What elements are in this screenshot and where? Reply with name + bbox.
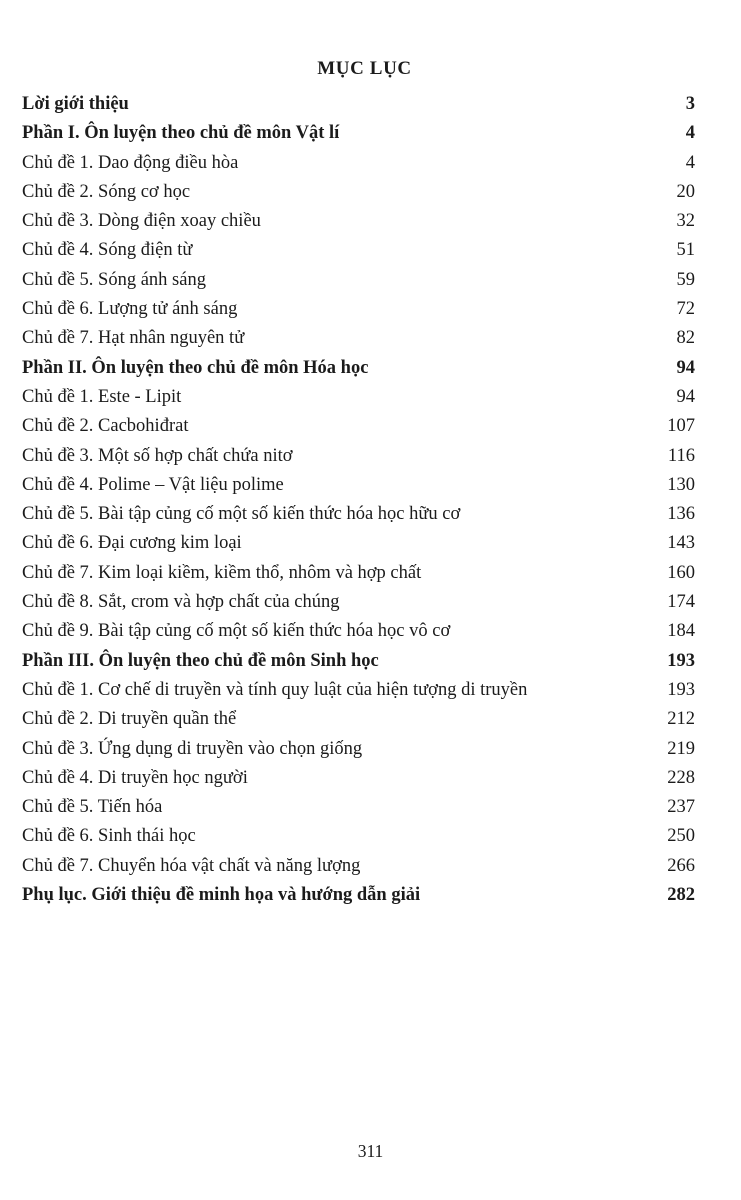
toc-entry-label: Phần I. Ôn luyện theo chủ đề môn Vật lí bbox=[22, 123, 340, 144]
toc-entry-label: Chủ đề 7. Hạt nhân nguyên tử bbox=[22, 328, 245, 349]
toc-entry bbox=[22, 295, 695, 324]
toc-entry-page: 4 bbox=[685, 123, 695, 144]
toc-entry-page: 3 bbox=[685, 94, 695, 114]
toc-entry-page: 212 bbox=[667, 709, 695, 730]
toc-entry-label: Chủ đề 7. Chuyển hóa vật chất và năng lượng bbox=[22, 855, 361, 876]
toc-entry bbox=[22, 588, 695, 617]
toc-entry-label: Chủ đề 9. Bài tập củng cố một số kiến thức hóa học vô cơ bbox=[22, 621, 451, 642]
toc-entry-label: Chủ đề 2. Di truyền quần thể bbox=[22, 709, 237, 730]
toc-entry-label: Chủ đề 4. Di truyền học người bbox=[22, 767, 248, 788]
toc-entry-page: 193 bbox=[667, 650, 695, 671]
toc-entry-page: 282 bbox=[667, 885, 695, 906]
toc-entry-label: Chủ đề 4. Sóng điện từ bbox=[22, 240, 193, 261]
toc-entry-page: 237 bbox=[667, 797, 695, 818]
toc-entry-label: Phần III. Ôn luyện theo chủ đề môn Sinh học bbox=[22, 650, 379, 671]
toc-entry-page: 94 bbox=[676, 386, 695, 407]
toc-entry-label: Chủ đề 7. Kim loại kiềm, kiềm thổ, nhôm và hợp chất bbox=[22, 562, 422, 583]
toc-entry-page: 136 bbox=[667, 504, 695, 525]
toc-entry-label: Chủ đề 3. Ứng dụng di truyền vào chọn giống bbox=[22, 738, 363, 759]
toc-entry bbox=[22, 149, 695, 178]
toc-entry-label: Lời giới thiệu bbox=[22, 94, 129, 114]
page-title: MỤC LỤC bbox=[317, 58, 412, 79]
toc-entry bbox=[22, 236, 695, 265]
toc-list bbox=[22, 90, 695, 910]
toc-entry-page: 82 bbox=[676, 328, 695, 349]
toc-entry-label: Chủ đề 6. Lượng tử ánh sáng bbox=[22, 299, 238, 320]
toc-entry-label: Chủ đề 6. Sinh thái học bbox=[22, 826, 196, 847]
toc-entry bbox=[22, 559, 695, 588]
toc-entry-label: Chủ đề 1. Este - Lipit bbox=[22, 386, 182, 407]
toc-entry bbox=[22, 471, 695, 500]
toc-entry-label: Chủ đề 1. Cơ chế di truyền và tính quy luật của hiện tượng di truyền bbox=[22, 679, 528, 700]
toc-entry-page: 193 bbox=[667, 679, 695, 700]
toc-entry-page: 4 bbox=[685, 152, 695, 173]
footer-page-number: 311 bbox=[357, 1141, 384, 1161]
toc-entry bbox=[22, 266, 695, 295]
toc-entry-label: Chủ đề 1. Dao động điều hòa bbox=[22, 152, 239, 173]
toc-entry bbox=[22, 500, 695, 529]
toc-entry bbox=[22, 735, 695, 764]
toc-entry-label: Chủ đề 4. Polime – Vật liệu polime bbox=[22, 474, 284, 495]
toc-entry-page: 143 bbox=[667, 533, 695, 554]
toc-entry bbox=[22, 383, 695, 412]
toc-entry-label: Chủ đề 5. Sóng ánh sáng bbox=[22, 269, 206, 290]
toc-entry-page: 72 bbox=[676, 299, 695, 320]
toc-entry bbox=[22, 881, 695, 910]
toc-entry-page: 160 bbox=[667, 562, 695, 583]
toc-entry bbox=[22, 119, 695, 148]
toc-entry-label: Phụ lục. Giới thiệu đề minh họa và hướng dẫn giải bbox=[22, 885, 421, 906]
toc-entry-page: 107 bbox=[667, 416, 695, 437]
toc-entry bbox=[22, 676, 695, 705]
toc-entry bbox=[22, 764, 695, 793]
toc-entry-label: Chủ đề 5. Tiến hóa bbox=[22, 797, 163, 818]
toc-entry-page: 228 bbox=[667, 767, 695, 788]
toc-entry bbox=[22, 90, 695, 119]
toc-entry bbox=[22, 822, 695, 851]
toc-entry-label: Chủ đề 8. Sắt, crom và hợp chất của chúng bbox=[22, 592, 340, 613]
toc-entry bbox=[22, 852, 695, 881]
toc-entry-page: 116 bbox=[667, 445, 695, 466]
toc-entry-label: Chủ đề 3. Dòng điện xoay chiều bbox=[22, 211, 261, 232]
toc-entry-label: Chủ đề 2. Sóng cơ học bbox=[22, 181, 191, 202]
toc-entry bbox=[22, 324, 695, 353]
toc-entry-label: Chủ đề 2. Cacbohiđrat bbox=[22, 416, 189, 437]
toc-entry bbox=[22, 207, 695, 236]
toc-entry-label: Chủ đề 6. Đại cương kim loại bbox=[22, 533, 242, 554]
toc-entry bbox=[22, 705, 695, 734]
toc-entry-label: Chủ đề 3. Một số hợp chất chứa nitơ bbox=[22, 445, 293, 466]
toc-entry-page: 219 bbox=[667, 738, 695, 759]
toc-entry-page: 59 bbox=[676, 269, 695, 290]
toc-entry-page: 20 bbox=[676, 181, 695, 202]
toc-entry-page: 174 bbox=[667, 592, 695, 613]
toc-entry bbox=[22, 529, 695, 558]
toc-entry-label: Chủ đề 5. Bài tập củng cố một số kiến thức hóa học hữu cơ bbox=[22, 504, 461, 525]
toc-entry bbox=[22, 647, 695, 676]
toc-entry bbox=[22, 442, 695, 471]
toc-entry bbox=[22, 354, 695, 383]
toc-entry-label: Phần II. Ôn luyện theo chủ đề môn Hóa học bbox=[22, 357, 369, 378]
toc-entry bbox=[22, 793, 695, 822]
toc-entry-page: 250 bbox=[667, 826, 695, 847]
toc-entry bbox=[22, 412, 695, 441]
toc-entry bbox=[22, 178, 695, 207]
toc-entry-page: 130 bbox=[667, 474, 695, 495]
toc-entry bbox=[22, 617, 695, 646]
toc-entry-page: 94 bbox=[676, 357, 695, 378]
toc-entry-page: 266 bbox=[667, 855, 695, 876]
toc-entry-page: 32 bbox=[676, 211, 695, 232]
toc-entry-page: 184 bbox=[667, 621, 695, 642]
toc-entry-page: 51 bbox=[676, 240, 695, 261]
